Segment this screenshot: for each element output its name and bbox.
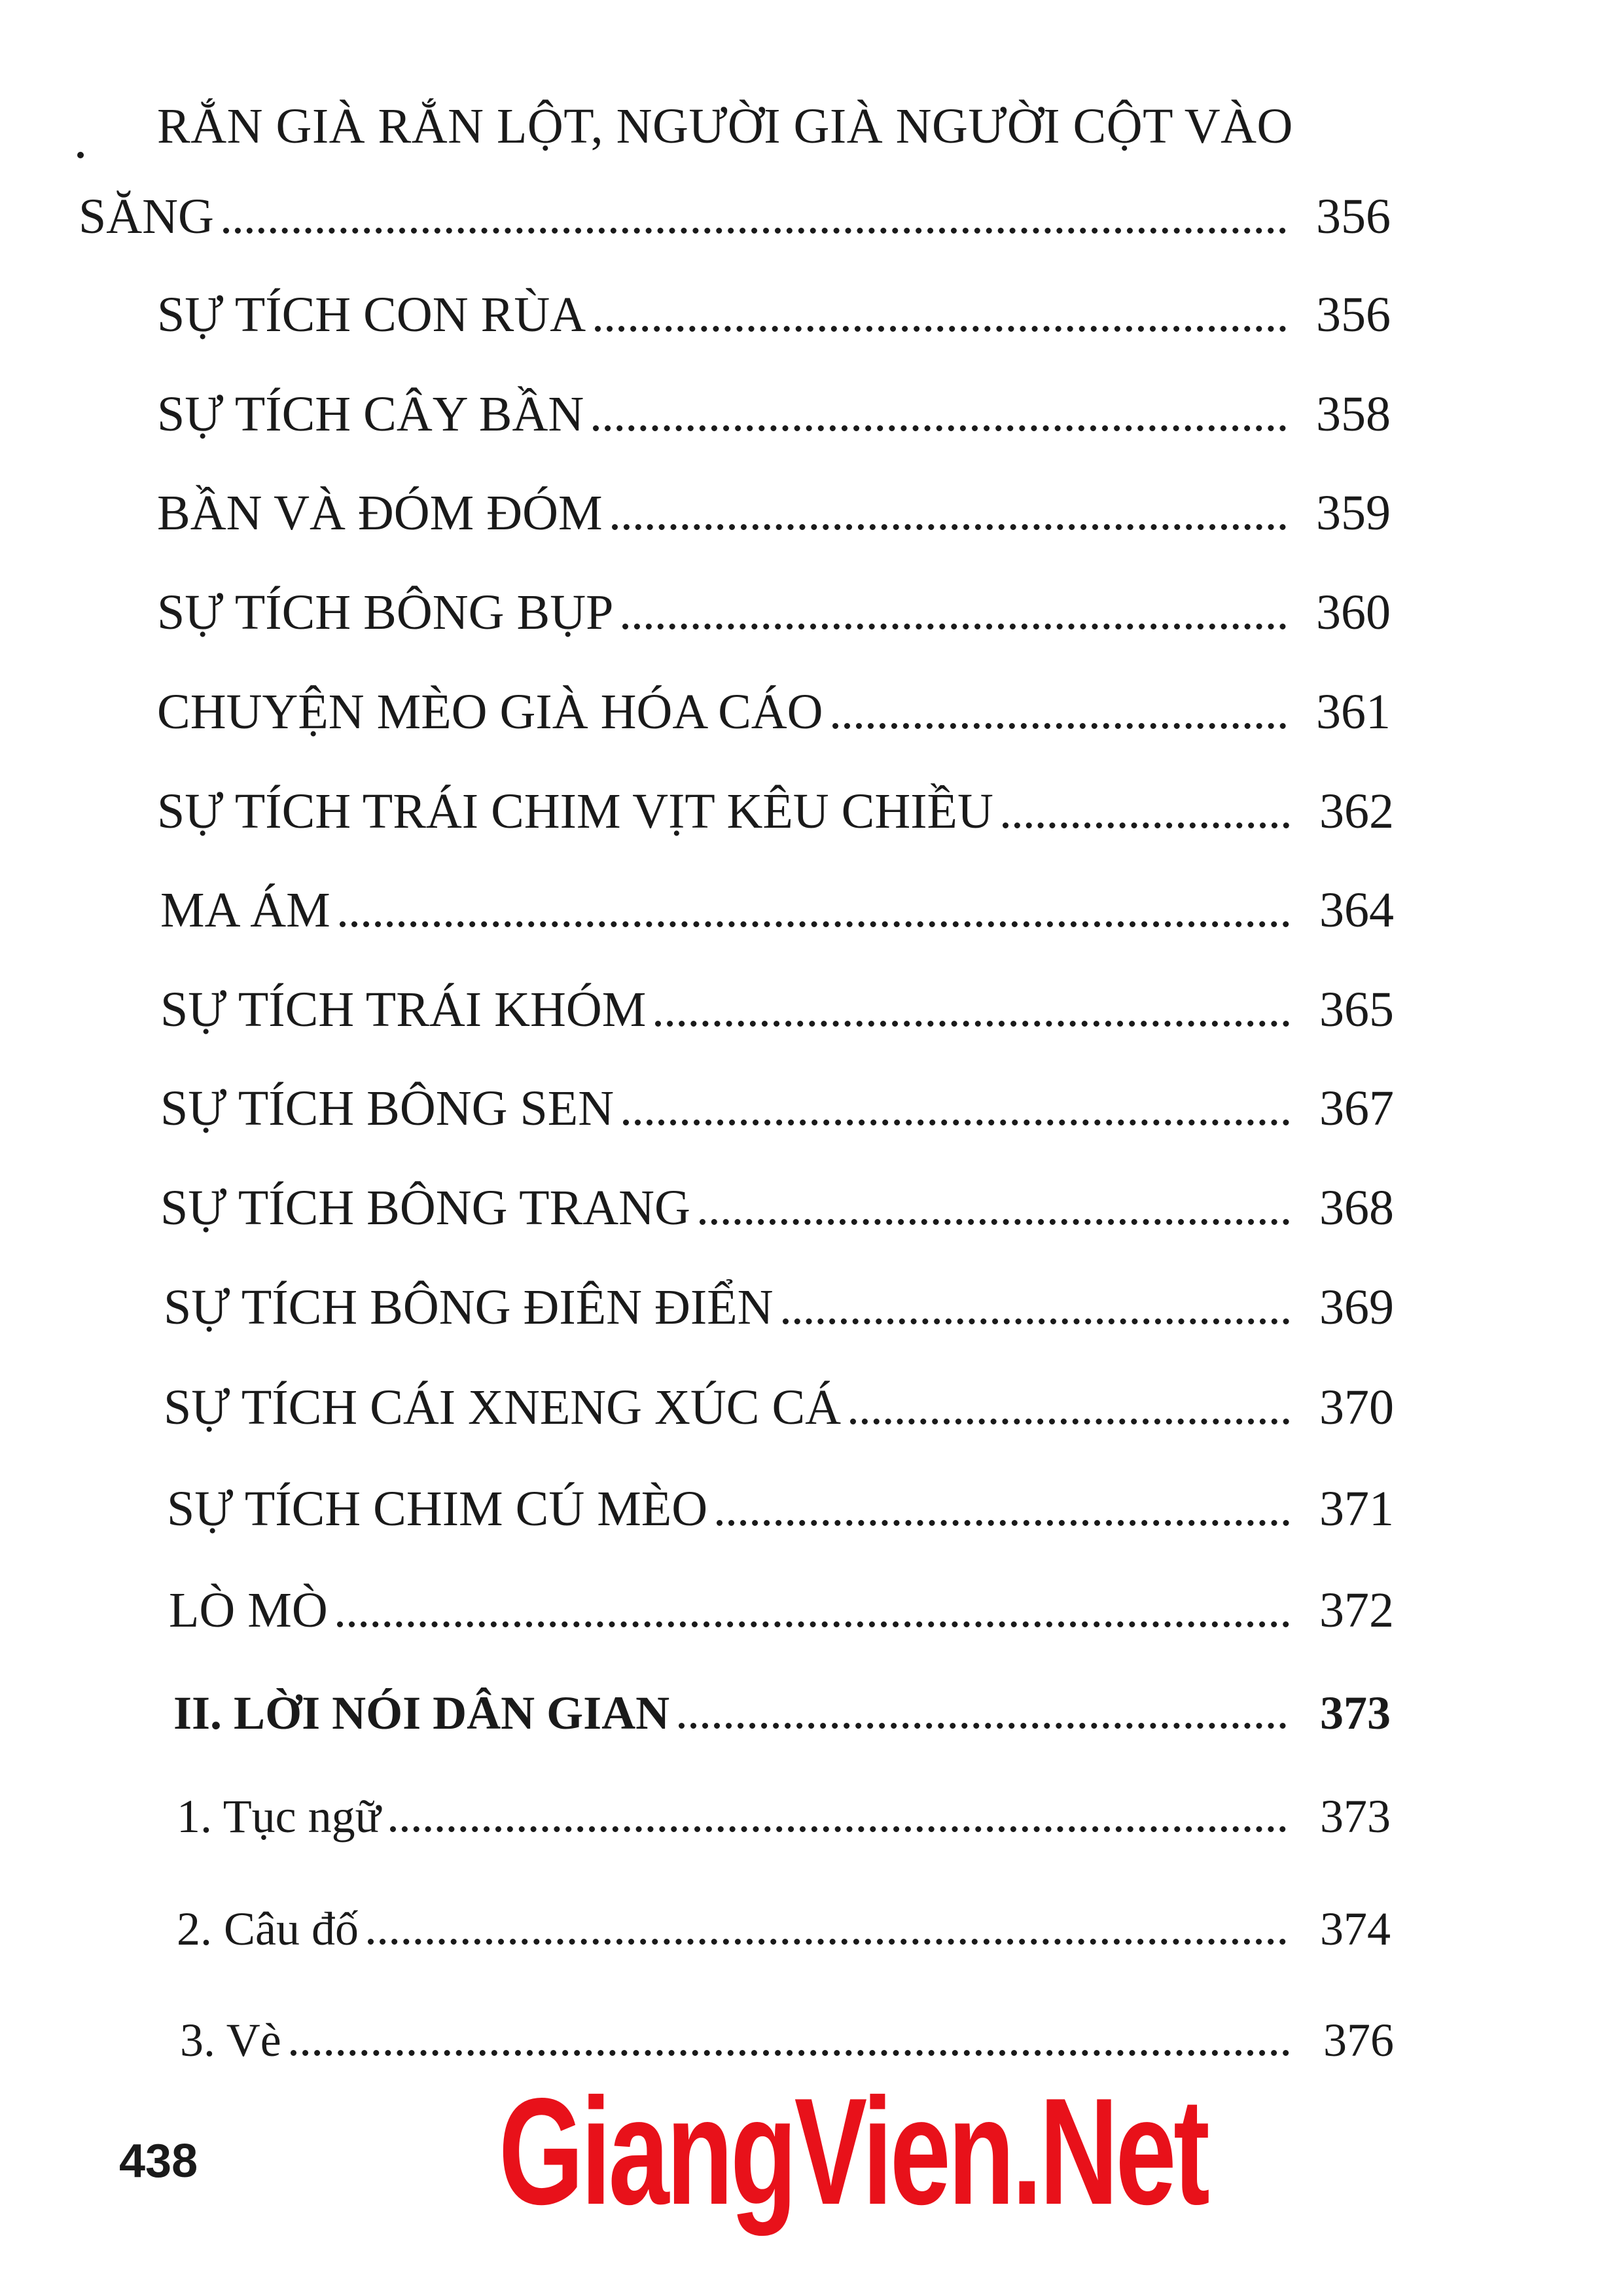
toc-entry-page: 356 bbox=[1316, 287, 1391, 342]
toc-entry-page: 371 bbox=[1319, 1481, 1394, 1536]
toc-entry-page: 367 bbox=[1319, 1081, 1394, 1136]
toc-entry bbox=[160, 1072, 1394, 1137]
dot-leader bbox=[717, 1520, 1289, 1526]
dot-leader bbox=[337, 1621, 1289, 1627]
dot-leader bbox=[679, 1723, 1286, 1729]
toc-subsection-page: 373 bbox=[1320, 1790, 1391, 1843]
toc-entry-title: SỰ TÍCH CÁI XNENG XÚC CÁ bbox=[164, 1380, 842, 1435]
dot-leader bbox=[832, 723, 1286, 729]
toc-subsection-title: 1. Tục ngữ bbox=[177, 1790, 381, 1843]
dot-leader bbox=[700, 1219, 1289, 1225]
toc-entry-title: SỰ TÍCH BÔNG TRANG bbox=[160, 1180, 690, 1235]
dot-leader bbox=[1003, 822, 1289, 828]
bullet-mark bbox=[77, 152, 84, 158]
toc-entry bbox=[157, 576, 1391, 641]
continued-entry-line1: RẮN GIÀ RẮN LỘT, NGƯỜI GIÀ NGƯỜI CỘT VÀO bbox=[157, 99, 1293, 154]
toc-entry bbox=[167, 1472, 1394, 1538]
toc-entry bbox=[157, 278, 1391, 344]
toc-entry-title: SỰ TÍCH CÂY BẦN bbox=[157, 387, 584, 442]
toc-entry-title: LÒ MÒ bbox=[169, 1583, 328, 1638]
dot-leader bbox=[612, 524, 1286, 530]
toc-entry-title: MA ÁM bbox=[160, 883, 330, 938]
toc-entry-title: SỰ TÍCH BÔNG ĐIÊN ĐIỂN bbox=[164, 1280, 774, 1335]
page-number: 438 bbox=[119, 2135, 198, 2187]
dot-leader bbox=[223, 228, 1286, 234]
toc-entry-page: 368 bbox=[1319, 1180, 1394, 1235]
toc-section-title: II. LỜI NÓI DÂN GIAN bbox=[173, 1687, 670, 1739]
dot-leader bbox=[595, 326, 1286, 332]
toc-subsection bbox=[177, 1778, 1391, 1844]
toc-entry-page: 364 bbox=[1319, 883, 1394, 938]
toc-entry bbox=[157, 775, 1394, 840]
toc-entry-title: SỰ TÍCH BÔNG BỤP bbox=[157, 585, 614, 640]
toc-entry-title: SỰ TÍCH TRÁI CHIM VỊT KÊU CHIỀU bbox=[157, 784, 993, 839]
dot-leader bbox=[593, 425, 1286, 431]
toc-entry-page: 358 bbox=[1316, 387, 1391, 442]
dot-leader bbox=[655, 1021, 1289, 1027]
dot-leader bbox=[390, 1826, 1286, 1832]
toc-entry-title: CHUYỆN MÈO GIÀ HÓA CÁO bbox=[157, 684, 823, 739]
toc-entry bbox=[160, 973, 1394, 1038]
toc-entry bbox=[160, 874, 1394, 939]
dot-leader bbox=[783, 1318, 1289, 1324]
toc-entry-title: BẦN VÀ ĐÓM ĐÓM bbox=[157, 486, 603, 540]
toc-entry bbox=[160, 1171, 1394, 1237]
toc-subsection-page: 374 bbox=[1320, 1903, 1391, 1955]
toc-subsection-title: 3. Vè bbox=[180, 2014, 281, 2066]
dot-leader bbox=[340, 921, 1289, 927]
toc-subsection-page: 376 bbox=[1323, 2014, 1394, 2066]
toc-entry bbox=[157, 675, 1391, 741]
toc-entry-title: SỰ TÍCH CHIM CÚ MÈO bbox=[167, 1481, 708, 1536]
toc-entry bbox=[157, 378, 1391, 443]
toc-entry-title: SĂNG bbox=[79, 189, 214, 244]
toc-section bbox=[173, 1675, 1391, 1740]
dot-leader bbox=[368, 1939, 1286, 1945]
toc-entry-page: 359 bbox=[1316, 486, 1391, 540]
toc-entry-page: 369 bbox=[1319, 1280, 1394, 1335]
toc-entry-title: SỰ TÍCH TRÁI KHÓM bbox=[160, 982, 647, 1037]
toc-subsection-title: 2. Câu đố bbox=[177, 1903, 359, 1955]
toc-subsection bbox=[177, 1891, 1391, 1956]
toc-entry-page: 370 bbox=[1319, 1380, 1394, 1435]
toc-entry-page: 372 bbox=[1319, 1583, 1394, 1638]
toc-entry-title: SỰ TÍCH CON RÙA bbox=[157, 287, 586, 342]
dot-leader bbox=[623, 1120, 1289, 1125]
toc-entry bbox=[157, 476, 1391, 542]
dot-leader bbox=[622, 624, 1286, 629]
toc-entry bbox=[164, 1271, 1394, 1336]
toc-entry-page: 356 bbox=[1316, 189, 1391, 244]
toc-entry-title: SỰ TÍCH BÔNG SEN bbox=[160, 1081, 615, 1136]
toc-section-page: 373 bbox=[1320, 1687, 1391, 1739]
toc-entry bbox=[169, 1574, 1394, 1639]
toc-entry-continued bbox=[79, 180, 1391, 245]
watermark-logo: GiangVien.Net bbox=[499, 2067, 1207, 2236]
toc-entry-page: 362 bbox=[1319, 784, 1394, 839]
dot-leader bbox=[850, 1419, 1289, 1424]
toc-entry-page: 365 bbox=[1319, 982, 1394, 1037]
dot-leader bbox=[291, 2050, 1289, 2056]
toc-subsection bbox=[180, 2002, 1394, 2068]
toc-entry-page: 361 bbox=[1316, 684, 1391, 739]
toc-entry bbox=[164, 1371, 1394, 1436]
toc-entry-page: 360 bbox=[1316, 585, 1391, 640]
